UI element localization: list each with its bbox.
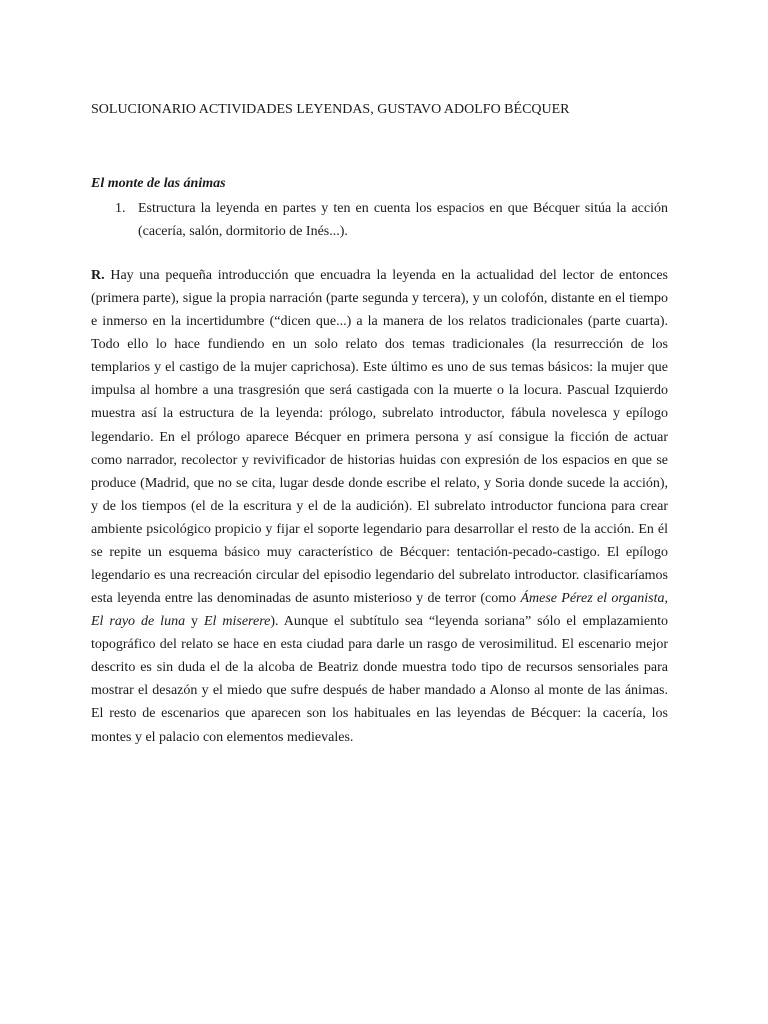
answer-italic-miserere: El miserere [204,614,271,630]
question-number: 1. [115,201,126,216]
answer-label: R. [91,268,105,283]
section-heading: El monte de las ánimas [91,176,226,191]
answer-text-part-2: y [185,614,204,630]
answer-italic-titles: Ámese Pérez el organista, El rayo de luna [91,591,669,630]
answer-paragraph [91,264,668,749]
answer-text-part-3: ). Aunque el subtítulo sea “leyenda soriana” sólo el emplazamiento topográfico del relato se hace en esta ciudad para darle un rasgo de verosimilitud. El escenario mejor descrito es sin duda el de la alcoba de Beatriz donde muestra todo tipo de recursos sensoriales para mostrar el desazón y el miedo que sufre después de haber mandado a Alonso al monte de las ánimas. El resto de escenarios que aparecen son los habituales en las leyendas de Bécquer: la cacería, los montes y el palacio con elementos medievales. [91,614,669,745]
document-title: SOLUCIONARIO ACTIVIDADES LEYENDAS, GUSTAVO ADOLFO BÉCQUER [91,102,570,117]
question-item [91,197,668,243]
answer-text-part-1: Hay una pequeña introducción que encuadra la leyenda en la actualidad del lector de entonces (primera parte), sigue la propia narración (parte segunda y tercera), y un colofón, distante en el tiempo e inmerso en la incertidumbre (“dicen que...) a la manera de los relatos tradicionales (parte cuarta). Todo ello lo hace fundiendo en un solo relato dos temas tradicionales (la resurrección de los templarios y el castigo de la mujer caprichosa). Este último es uno de sus temas básicos: la mujer que impulsa al hombre a una trasgresión que será castigada con la muerte o la locura. Pascual Izquierdo muestra así la estructura de la leyenda: prólogo, subrelato introductor, fábula novelesca y epílogo legendario. En el prólogo aparece Bécquer en primera persona y así consigue la ficción de actuar como narrador, recolector y revivificador de historias huidas con expresión de los espacios en que se produce (Madrid, que no se cita, lugar desde donde escribe el relato, y Soria donde sucede la acción), y de los tiempos (el de la escritura y el de la audición). El subrelato introductor funciona para crear ambiente psicológico propicio y fijar el soporte legendario para desarrollar el resto de la acción. En él se repite un esquema básico muy característico de Bécquer: tentación-pecado-castigo. El epílogo legendario es una recreación circular del episodio legendario del subrelato introductor. clasificaríamos esta leyenda entre las denominadas de asunto misterioso y de terror (como [91,268,668,607]
question-text: Estructura la leyenda en partes y ten en cuenta los espacios en que Bécquer sitúa la acción (cacería, salón, dormitorio de Inés...). [138,201,668,239]
